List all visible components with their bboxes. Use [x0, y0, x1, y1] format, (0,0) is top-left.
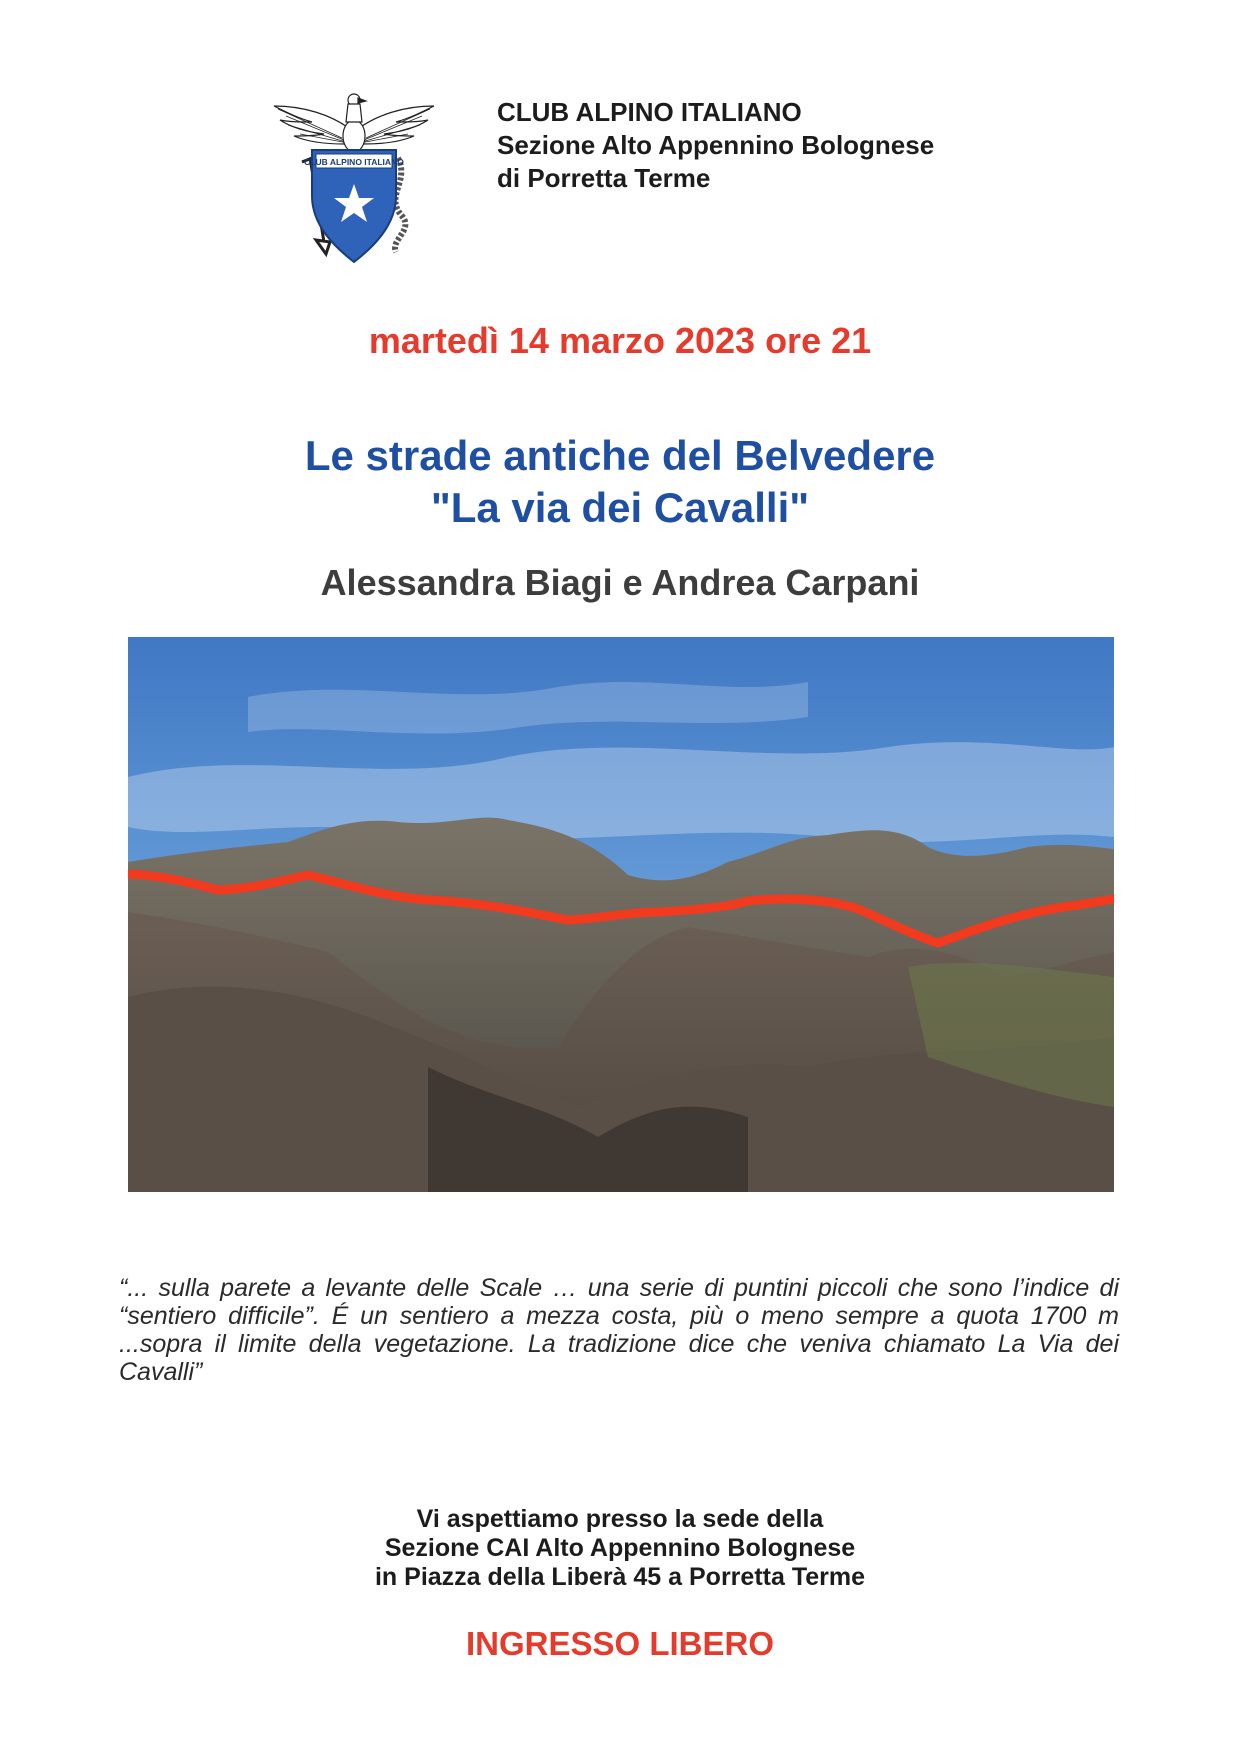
event-title-line2: "La via dei Cavalli" — [430, 484, 810, 531]
invitation-block — [0, 1505, 1240, 1592]
invite-line3: in Piazza della Liberà 45 a Porretta Terme — [374, 1563, 865, 1591]
cai-logo — [272, 92, 436, 268]
organization-block — [497, 96, 934, 195]
logo-banner-text: CLUB ALPINO ITALIANO — [304, 157, 404, 167]
event-title — [0, 430, 1240, 534]
event-date: martedì 14 marzo 2023 ore 21 — [368, 320, 872, 361]
org-location: di Porretta Terme — [497, 163, 711, 193]
invite-line1: Vi aspettiamo presso la sede della — [416, 1505, 824, 1533]
quote-text: “... sulla parete a levante delle Scale … una serie di puntini piccoli che sono l’indice di “sentiero difficile”. É un sentiero a mezza costa, più o meno sempre a quota 1700 m ...sopra il limite della vegetazione. La tradizione dice che veniva chiamato La Via dei Cavalli” — [119, 1274, 1119, 1386]
invite-line2: Sezione CAI Alto Appennino Bolognese — [384, 1534, 856, 1562]
event-title-line1: Le strade antiche del Belvedere — [304, 432, 936, 479]
free-entry: INGRESSO LIBERO — [465, 1625, 775, 1662]
eagle-icon — [274, 94, 434, 152]
org-name: CLUB ALPINO ITALIANO — [497, 97, 802, 127]
org-section: Sezione Alto Appennino Bolognese — [497, 130, 935, 160]
event-authors: Alessandra Biagi e Andrea Carpani — [320, 562, 920, 603]
mountain-photo — [128, 637, 1114, 1192]
